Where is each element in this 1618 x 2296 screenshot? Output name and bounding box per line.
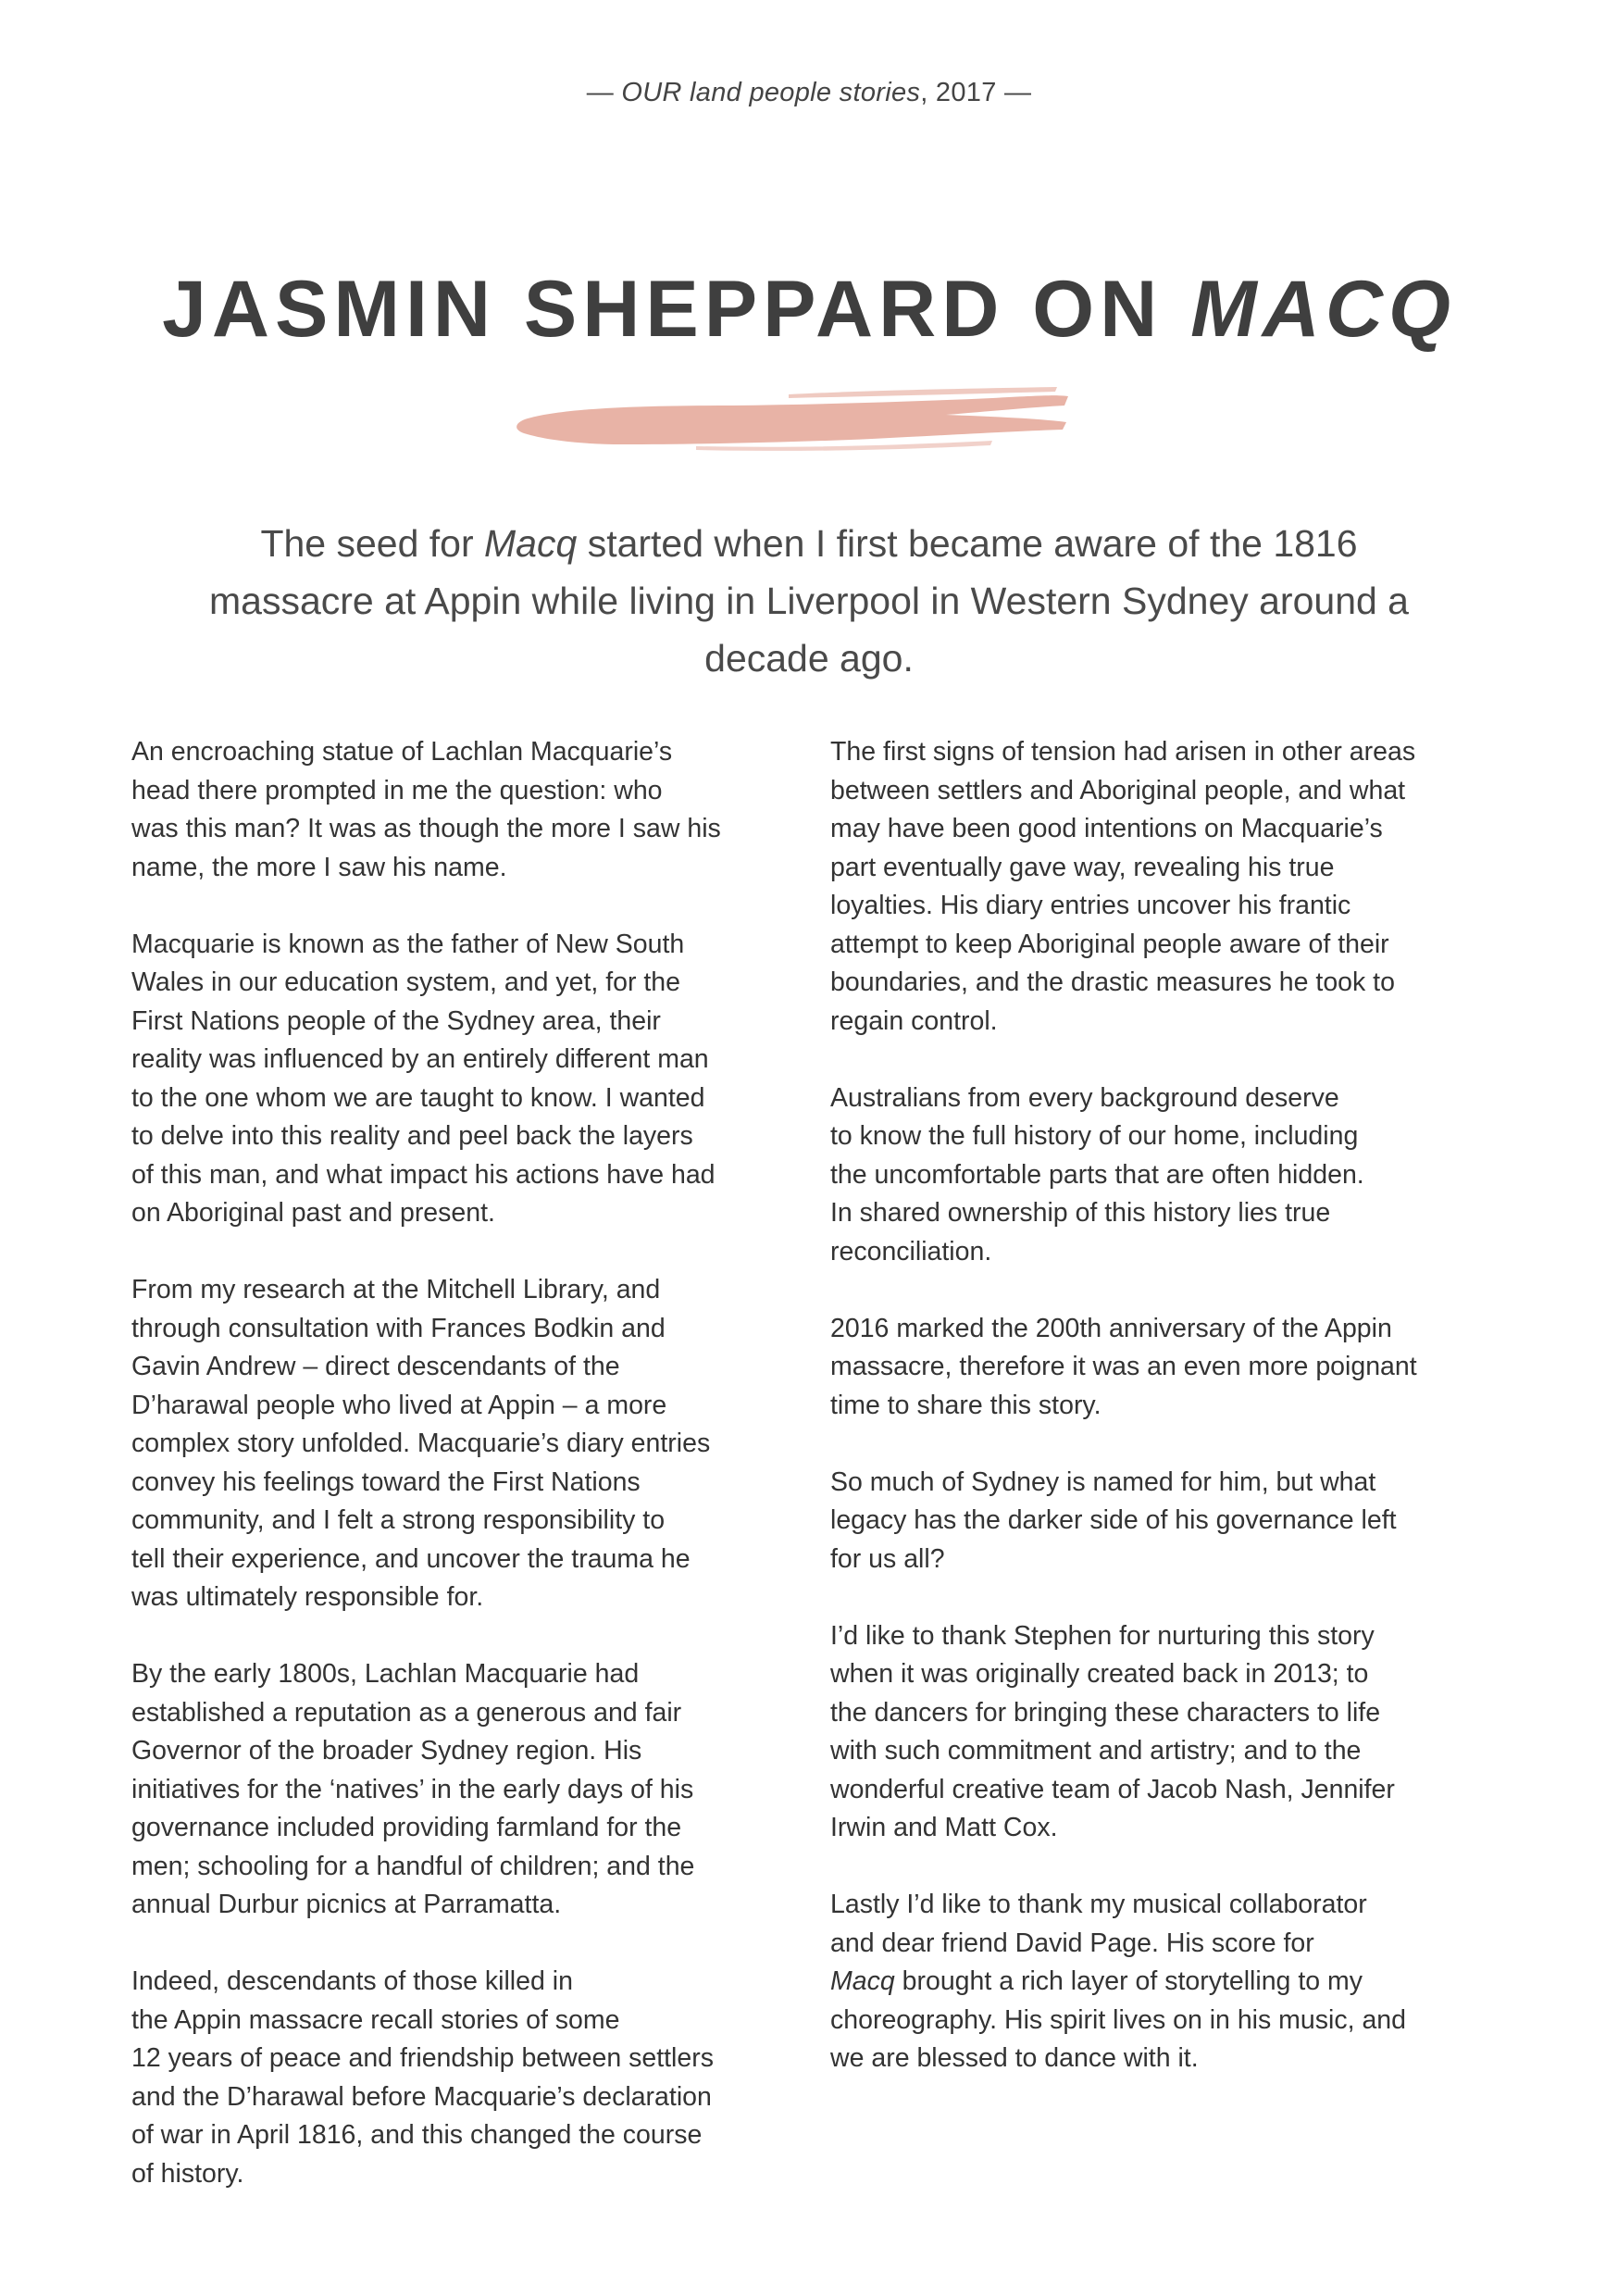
brush-stroke-divider — [511, 387, 1076, 452]
page-title-main: JASMIN SHEPPARD ON — [162, 265, 1191, 354]
lead-paragraph — [185, 515, 1433, 687]
lead-work-title: Macq — [484, 522, 578, 565]
right-column — [830, 733, 1520, 2078]
brush-stroke-streak-top — [789, 387, 1057, 398]
closing-text-before: Lastly I’d like to thank my musical collaborator and dear friend David Page. His score for — [830, 1890, 1367, 1958]
body-paragraph: 2016 marked the 200th anniversary of the Appin massacre, therefore it was an even more poignant time to share this story. — [830, 1313, 1417, 1420]
lead-text-before: The seed for — [260, 522, 485, 565]
body-paragraph: Australians from every background deserve to know the full history of our home, including the uncomfortable parts that are often hidden. In shared ownership of this history lies true reconciliation. — [830, 1082, 1364, 1267]
lead-text-after: started when I first became aware of the 1816 massacre at Appin while living in Liverpool in Western Sydney around a decade ago. — [208, 522, 1409, 680]
left-column — [131, 733, 821, 2193]
body-paragraph: Macquarie is known as the father of New South Wales in our education system, and yet, for the First Nations people of the Sydney area, their reality was influenced by an entirely different man to the one whom we are taught to know. I wanted to delve into this reality and peel back the layers of this man, and what impact his actions have had on Aboriginal past and present. — [131, 929, 716, 1228]
body-paragraph: The first signs of tension had arisen in other areas between settlers and Aboriginal people, and what may have been good intentions on Macquarie’s part eventually gave way, revealing his true loyalties. His diary entries uncover his frantic attempt to keep Aboriginal people aware of their boundaries, and the drastic measures he took to regain control. — [830, 737, 1416, 1036]
closing-text-after: brought a rich layer of storytelling to my choreography. His spirit lives on in his music, and we are blessed to dance with it. — [830, 1966, 1406, 2073]
body-paragraph: Indeed, descendants of those killed in the Appin massacre recall stories of some 12 years of peace and friendship between settlers and the D’harawal before Macquarie’s declaration of war in April 1816, and this changed the course of history. — [131, 1966, 714, 2189]
closing-paragraph — [830, 1886, 1520, 2078]
body-paragraph: By the early 1800s, Lachlan Macquarie had established a reputation as a generous and fair Governor of the broader Sydney region. His initiatives for the ‘natives’ in the early days of his governance included providing farmland for the men; schooling for a handful of children; and the annual Durbur picnics at Parramatta. — [131, 1659, 695, 1919]
publication-name: OUR land people stories — [621, 78, 921, 107]
closing-work-title: Macq — [830, 1966, 895, 1996]
body-paragraph: An encroaching statue of Lachlan Macquarie’s head there prompted in me the question: who was this man? It was as though the more I saw his name, the more I saw his name. — [131, 737, 721, 882]
running-header-year: , 2017 — — [920, 78, 1032, 107]
page-title-work: MACQ — [1190, 265, 1456, 354]
body-paragraph: From my research at the Mitchell Library, and through consultation with Frances Bodkin and Gavin Andrew – direct descendants of the D’harawal people who lived at Appin – a more complex story unfolded. Macquarie’s diary entries convey his feelings toward the First Nations community, and I felt a strong responsibility to tell their experience, and uncover the trauma he was ultimately responsible for. — [131, 1275, 711, 1612]
page-title — [0, 264, 1618, 356]
body-paragraph: So much of Sydney is named for him, but what legacy has the darker side of his governance left for us all? — [830, 1466, 1397, 1574]
running-header-dash: — — [586, 78, 622, 107]
brush-stroke-body — [517, 395, 1068, 444]
body-paragraph: I’d like to thank Stephen for nurturing this story when it was originally created back in 2013; to the dancers for bringing these characters to life with such commitment and artistry; and to the wonderful creative team of Jacob Nash, Jennifer Irwin and Matt Cox. — [830, 1620, 1395, 1842]
running-header — [0, 78, 1618, 108]
